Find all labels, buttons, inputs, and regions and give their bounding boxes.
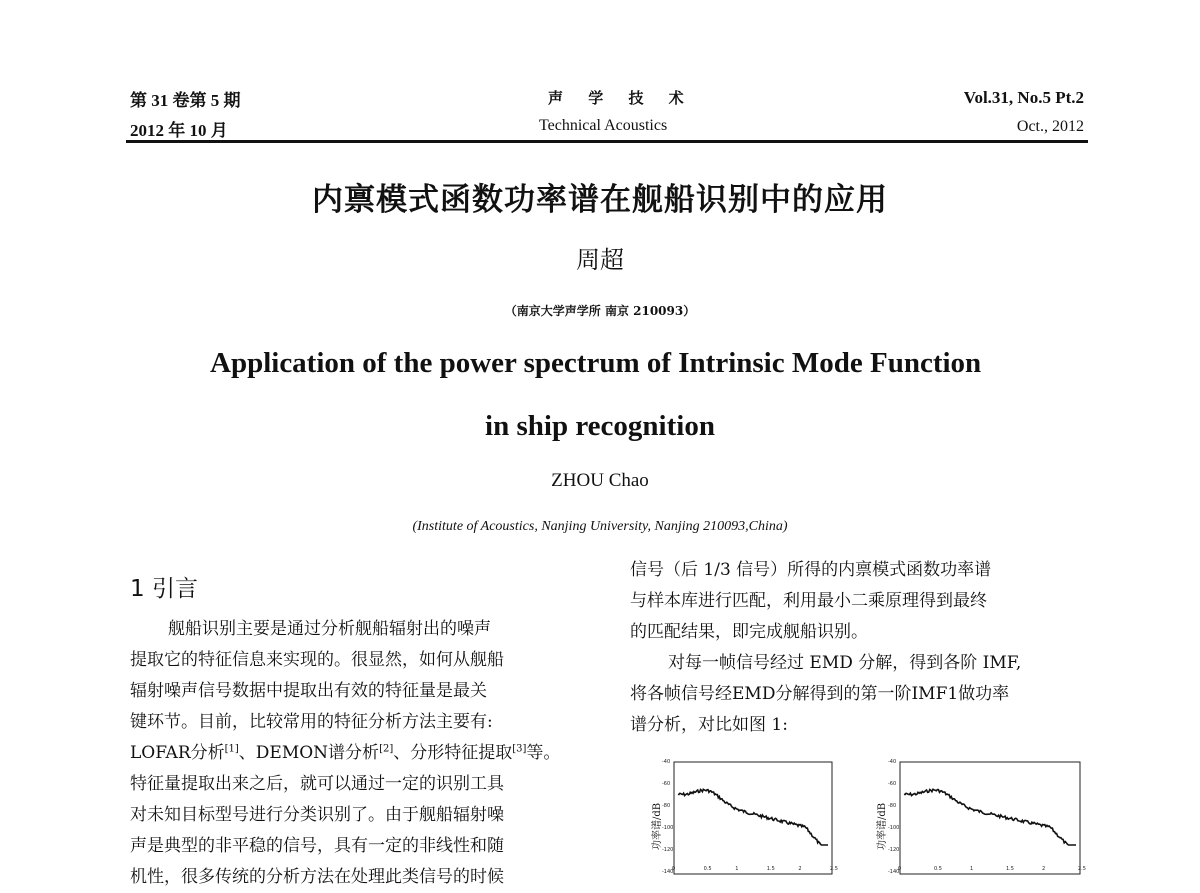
paper-title-en-line1: Application of the power spectrum of Intrinsic Mode Function	[210, 347, 982, 379]
left-line-refs	[130, 738, 560, 769]
y-tick-label: -140	[662, 869, 674, 875]
citation-2[interactable]: [2]	[379, 743, 394, 755]
y-tick-label: -80	[888, 803, 897, 809]
right-line: 对每一帧信号经过 EMD 分解，得到各阶 IMF,	[668, 653, 1022, 673]
left-line: 特征量提取出来之后，就可以通过一定的识别工具	[130, 774, 504, 794]
figure-1	[630, 750, 1090, 875]
publication-date: Oct., 2012	[1016, 118, 1084, 135]
x-tick-label: 2.5	[1078, 866, 1086, 872]
issue-date: 2012 年 10 月	[130, 121, 228, 140]
affiliation-cn: （南京大学声学所 南京 210093）	[504, 304, 696, 318]
author-en: ZHOU Chao	[551, 470, 649, 491]
section-heading: 1 引言	[130, 576, 198, 602]
y-tick-label: -100	[888, 825, 900, 831]
x-tick-label: 1	[970, 866, 974, 872]
issue-number: 第 31 卷第 5 期	[130, 91, 241, 110]
right-line: 信号（后 1/3 信号）所得的内禀模式函数功率谱	[630, 560, 992, 580]
right-line: 谱分析，对比如图 1:	[630, 715, 788, 735]
plot-2-frame	[900, 762, 1080, 874]
x-tick-label: 1.5	[766, 866, 775, 872]
x-tick-label: 2.5	[830, 866, 838, 872]
text: 、DEMON谱分析	[238, 743, 380, 763]
left-line: 对未知目标型号进行分类识别了。由于舰船辐射噪	[130, 805, 504, 825]
y-tick-label: -80	[662, 803, 671, 809]
x-tick-label: 0.5	[934, 866, 942, 872]
spectrum-plots	[630, 750, 1090, 875]
right-column	[630, 555, 1021, 741]
y-tick-label: -40	[662, 759, 671, 765]
text: 、分形特征提取	[393, 743, 513, 763]
x-tick-label: 0	[898, 866, 902, 872]
x-tick-label: 0.5	[703, 866, 712, 872]
affiliation-en: (Institute of Acoustics, Nanjing University, Nanjing 210093,China)	[412, 519, 788, 534]
paper-title-en-line2: in ship recognition	[485, 410, 715, 442]
citation-1[interactable]: [1]	[224, 743, 239, 755]
text: 等。	[526, 743, 561, 763]
x-tick-label: 1.5	[1006, 866, 1014, 872]
left-line: 提取它的特征信息来实现的。很显然，如何从舰船	[130, 650, 504, 670]
y-axis-label: 功率谱/dB	[652, 802, 663, 850]
citation-3[interactable]: [3]	[512, 743, 527, 755]
right-line: 将各帧信号经EMD分解得到的第一阶IMF1做功率	[630, 684, 1010, 704]
plot-1-frame	[674, 762, 832, 874]
journal-name-cn: 声 学 技 术	[548, 89, 694, 107]
x-tick-label: 2	[798, 866, 802, 872]
y-tick-label: -100	[662, 825, 674, 831]
x-tick-label: 0	[672, 866, 676, 872]
volume-info: Vol.31, No.5 Pt.2	[963, 88, 1084, 107]
left-column	[130, 614, 560, 893]
left-line: 键环节。目前，比较常用的特征分析方法主要有:	[130, 712, 493, 732]
left-line: 声是典型的非平稳的信号，具有一定的非线性和随	[130, 836, 504, 856]
left-line: 舰船识别主要是通过分析舰船辐射出的噪声	[168, 619, 491, 639]
left-line: 机性，很多传统的分析方法在处理此类信号的时候	[130, 867, 504, 887]
y-tick-label: -40	[888, 759, 897, 765]
y-tick-label: -60	[662, 781, 671, 787]
paper-title-cn: 内禀模式函数功率谱在舰船识别中的应用	[312, 182, 888, 218]
spectrum-curve-2	[904, 789, 1076, 845]
y-tick-label: -140	[888, 869, 900, 875]
y-tick-label: -120	[662, 847, 674, 853]
text: LOFAR分析	[130, 743, 225, 763]
y-tick-label: -60	[888, 781, 897, 787]
x-tick-label: 2	[1042, 866, 1046, 872]
author-cn: 周超	[576, 246, 624, 274]
spectrum-curve-1	[678, 789, 828, 845]
right-line: 的匹配结果，即完成舰船识别。	[630, 622, 868, 642]
journal-name-en: Technical Acoustics	[539, 117, 668, 134]
y-axis-label: 功率谱/dB	[877, 802, 888, 850]
x-tick-label: 1	[735, 866, 739, 872]
header-rule	[126, 140, 1088, 143]
left-line: 辐射噪声信号数据中提取出有效的特征量是最关	[130, 681, 487, 701]
y-tick-label: -120	[888, 847, 900, 853]
right-line: 与样本库进行匹配，利用最小二乘原理得到最终	[630, 591, 987, 611]
